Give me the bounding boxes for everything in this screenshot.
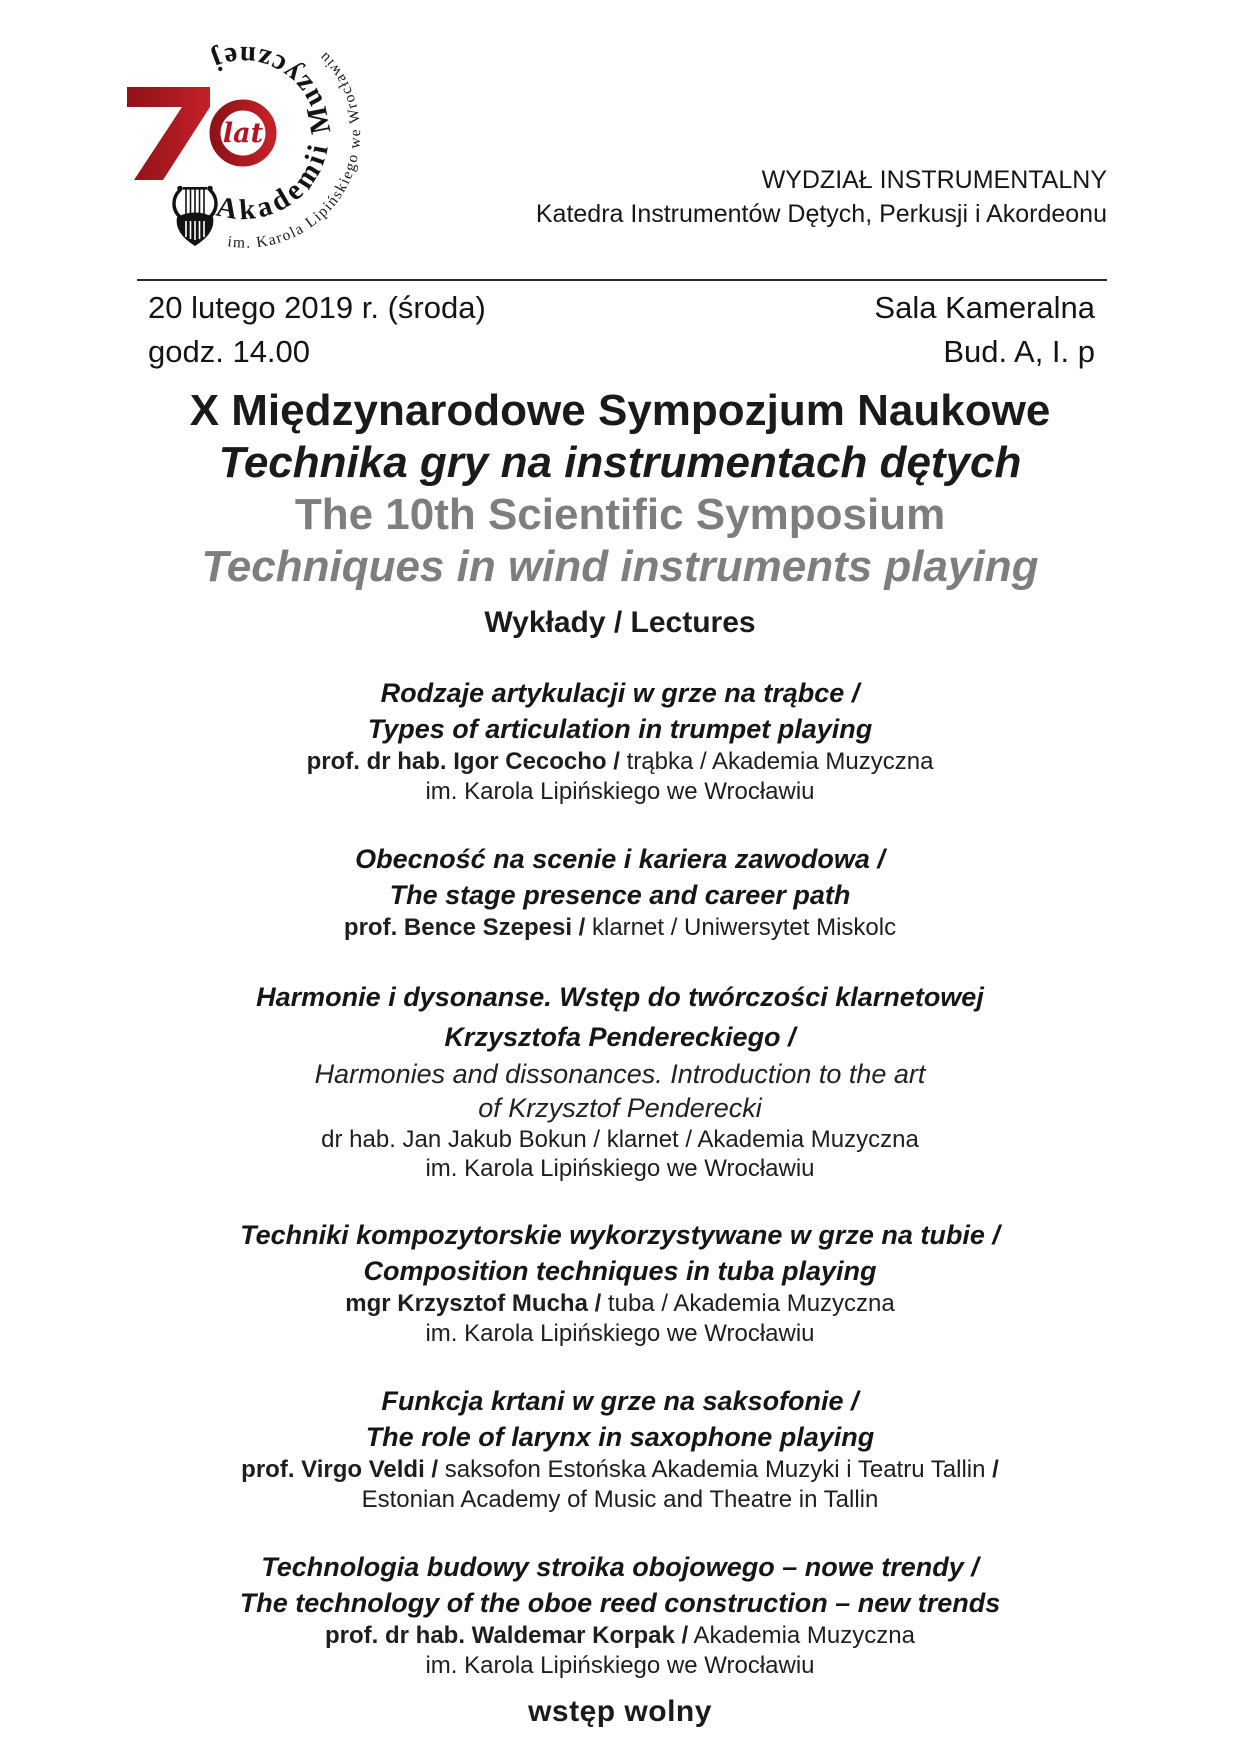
presenter-line: [0, 1154, 1240, 1183]
presenter-detail: trąbka / Akademia Muzyczna: [619, 748, 934, 775]
symposium-title-block: [0, 385, 1240, 593]
lecture-title-line: The technology of the oboe reed construction – new trends: [239, 1588, 1001, 1618]
lecture-title-line: Obecność na scenie i kariera zawodowa /: [355, 844, 885, 874]
event-building: Bud. A, I. p: [943, 334, 1095, 369]
presenter-detail: im. Karola Lipińskiego we Wrocławiu: [425, 778, 815, 805]
event-datetime: [148, 286, 486, 374]
lecture-presenters: [0, 1621, 1240, 1681]
lecture-title-line: The role of larynx in saxophone playing: [365, 1422, 875, 1452]
presenter-line: [0, 747, 1240, 777]
lecture-presenters: [0, 1125, 1240, 1183]
event-time: godz. 14.00: [148, 334, 311, 369]
presenter-line: [0, 913, 1240, 943]
lecture-presenters: [0, 747, 1240, 807]
logo-arc-institution: Akademii Muzycznej: [203, 39, 338, 227]
presenter-detail: tuba / Akademia Muzyczna: [601, 1290, 895, 1317]
lecture-presenters: [0, 1289, 1240, 1349]
lecture-titles: [0, 977, 1240, 1125]
presenter-detail: Estonian Academy of Music and Theatre in Tallin: [361, 1486, 879, 1513]
admission-note: wstęp wolny: [528, 1695, 712, 1728]
lecture-item: [0, 1549, 1240, 1681]
presenter-line: [0, 1289, 1240, 1319]
lyre-icon: [174, 186, 216, 246]
lecture-title-line: Types of articulation in trumpet playing: [367, 714, 873, 744]
lecture-title-line: Composition techniques in tuba playing: [363, 1256, 877, 1286]
lecture-item: [0, 675, 1240, 807]
lecture-title-line: The stage presence and career path: [389, 880, 851, 910]
symposium-subtitle-en: Techniques in wind instruments playing: [201, 542, 1039, 591]
presenter-name: /: [985, 1456, 999, 1483]
presenter-name: prof. Virgo Veldi /: [241, 1456, 439, 1483]
presenter-name: mgr Krzysztof Mucha /: [345, 1290, 602, 1317]
faculty-name: WYDZIAŁ INSTRUMENTALNY: [761, 166, 1107, 194]
presenter-detail: im. Karola Lipińskiego we Wrocławiu: [425, 1652, 815, 1679]
lecture-title-line: Rodzaje artykulacji w grze na trąbce /: [380, 678, 860, 708]
symposium-title-pl: X Międzynarodowe Sympozjum Naukowe: [189, 386, 1051, 435]
presenter-line: [0, 1455, 1240, 1485]
lecture-titles: [0, 1549, 1240, 1621]
lecture-title-translation-line: of Krzysztof Penderecki: [478, 1093, 762, 1123]
lecture-titles: [0, 1217, 1240, 1289]
program-body: [0, 385, 1240, 1729]
lecture-title-line: Harmonie i dysonanse. Wstęp do twórczości klarnetowej: [256, 982, 984, 1012]
presenter-name: prof. Bence Szepesi /: [343, 914, 586, 941]
lecture-titles: [0, 675, 1240, 747]
lectures-list: [0, 675, 1240, 1681]
lecture-titles: [0, 841, 1240, 913]
lecture-item: [0, 977, 1240, 1183]
presenter-line: [0, 1125, 1240, 1154]
event-location: [874, 286, 1095, 374]
presenter-detail: klarnet / Uniwersytet Miskolc: [585, 914, 897, 941]
presenter-detail: Akademia Muzyczna: [688, 1622, 915, 1649]
presenter-detail: im. Karola Lipińskiego we Wrocławiu: [425, 1155, 815, 1182]
presenter-detail: dr hab. Jan Jakub Bokun / klarnet / Akademia Muzyczna: [321, 1126, 919, 1153]
presenter-line: [0, 1651, 1240, 1681]
header-divider: [137, 279, 1107, 281]
lecture-titles: [0, 1383, 1240, 1455]
symposium-subtitle-pl: Technika gry na instrumentach dętych: [218, 438, 1022, 487]
letterhead-department: [536, 163, 1107, 231]
lecture-item: [0, 1383, 1240, 1515]
lecture-title-line: Techniki kompozytorskie wykorzystywane w grze na tubie /: [240, 1220, 1000, 1250]
anniversary-70-logo: [100, 18, 390, 268]
lecture-presenters: [0, 913, 1240, 943]
symposium-title-en: The 10th Scientific Symposium: [294, 490, 946, 539]
presenter-name: prof. dr hab. Igor Cecocho /: [306, 748, 620, 775]
logo-arc-patron: im. Karola Lipińskiego we Wrocławiu: [226, 47, 365, 252]
presenter-line: [0, 1319, 1240, 1349]
event-date: 20 lutego 2019 r. (środa): [148, 290, 486, 325]
logo-lat-caption: lat: [222, 118, 264, 149]
lecture-title-line: Technologia budowy stroika obojowego – nowe trendy /: [261, 1552, 979, 1582]
presenter-line: [0, 1621, 1240, 1651]
logo-digit-seven: [127, 87, 210, 180]
presenter-name: prof. dr hab. Waldemar Korpak /: [325, 1622, 689, 1649]
lecture-title-line: Krzysztofa Pendereckiego /: [444, 1022, 796, 1052]
lecture-presenters: [0, 1455, 1240, 1515]
lecture-title-line: Funkcja krtani w grze na saksofonie /: [381, 1386, 859, 1416]
event-hall: Sala Kameralna: [874, 290, 1095, 325]
presenter-detail: im. Karola Lipińskiego we Wrocławiu: [425, 1320, 815, 1347]
section-heading-lectures: Wykłady / Lectures: [484, 606, 756, 639]
presenter-detail: saksofon Estońska Akademia Muzyki i Teatru Tallin: [438, 1456, 986, 1483]
presenter-line: [0, 1485, 1240, 1515]
lecture-item: [0, 841, 1240, 943]
lecture-item: [0, 1217, 1240, 1349]
presenter-line: [0, 777, 1240, 807]
lecture-title-translation-line: Harmonies and dissonances. Introduction to the art: [314, 1059, 926, 1089]
department-name: Katedra Instrumentów Dętych, Perkusji i Akordeonu: [535, 200, 1107, 228]
